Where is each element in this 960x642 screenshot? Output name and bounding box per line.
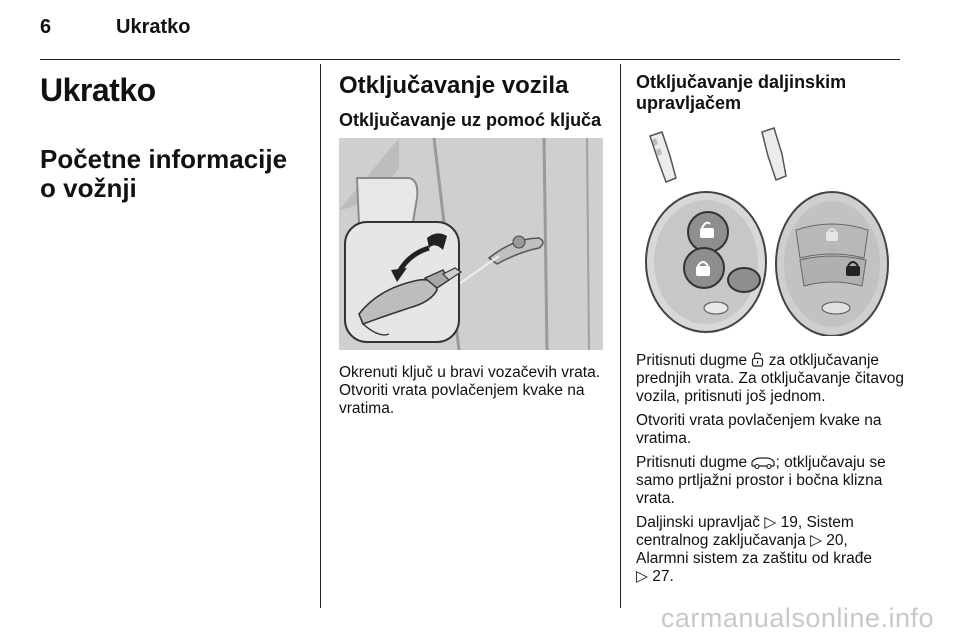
cross-reference-arrow-icon: ▷	[636, 568, 648, 585]
text-fragment: Daljinski upravljač	[636, 514, 761, 531]
text-fragment: Pritisnuti dugme	[636, 454, 748, 471]
page-reference[interactable]: 19, Sistem centralnog zaključavanja	[636, 514, 854, 549]
cross-reference-arrow-icon: ▷	[810, 532, 822, 549]
van-rear-icon	[751, 456, 775, 469]
instruction-text: Okrenuti ključ u bravi vozačevih vrata. Otvoriti vrata povlačenjem kvake na vratima.	[339, 364, 601, 417]
cross-reference-text	[636, 514, 906, 586]
instruction-text	[636, 454, 906, 508]
section-heading: Otključavanje daljinskim upravljačem	[636, 72, 847, 113]
chapter-title: Ukratko	[40, 72, 156, 108]
subsection-heading: Otključavanje uz pomoć ključa	[339, 110, 602, 130]
column-1	[40, 72, 310, 203]
column-3	[636, 72, 906, 586]
instruction-text	[636, 352, 906, 406]
header-rule	[40, 59, 900, 60]
column-divider	[320, 64, 321, 608]
running-header: Ukratko	[116, 16, 191, 38]
remote-key-illustration	[636, 126, 904, 336]
cross-reference-arrow-icon: ▷	[764, 514, 777, 531]
page-reference[interactable]: 20,	[826, 532, 848, 549]
text-fragment: ; otključavaju se samo prtljažni prostor i bočna klizna vrata.	[636, 454, 886, 507]
door-key-illustration	[339, 138, 603, 350]
page-number: 6	[40, 16, 52, 38]
page-reference[interactable]: 27.	[652, 568, 674, 585]
column-divider	[620, 64, 621, 608]
watermark: carmanualsonline.info	[660, 603, 934, 633]
instruction-text: Otvoriti vrata povlačenjem kvake na vratima.	[636, 412, 882, 447]
section-title: Početne informacije o vožnji	[40, 144, 288, 203]
section-heading: Otključavanje vozila	[339, 72, 569, 99]
column-2	[339, 72, 604, 418]
text-fragment: Pritisnuti dugme	[636, 352, 748, 369]
text-fragment: za otključavanje prednjih vrata. Za otključavanje čitavog vozila, pritisnuti još jednom.	[636, 352, 904, 405]
text-fragment: Alarmni sistem za zaštitu od krađe	[636, 550, 873, 567]
padlock-open-icon	[751, 352, 764, 367]
